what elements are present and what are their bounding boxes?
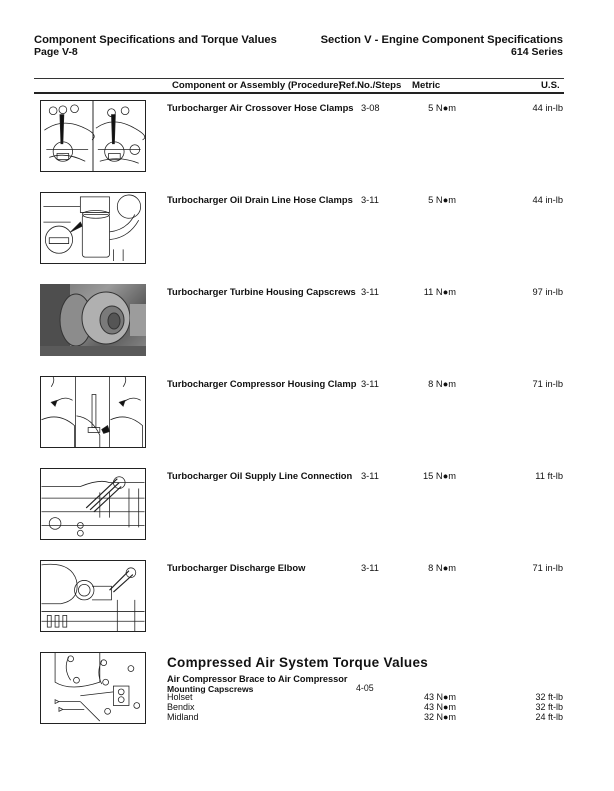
metric-value: 43 N●m bbox=[424, 692, 456, 702]
manufacturer-name: Bendix bbox=[167, 702, 195, 712]
ref-steps: 3-11 bbox=[361, 379, 379, 389]
air-compressor-brace-illustration bbox=[40, 652, 146, 724]
table-row bbox=[0, 372, 614, 464]
section-title: Section V - Engine Component Specifications bbox=[320, 34, 563, 46]
oil-supply-line-illustration bbox=[40, 468, 146, 540]
us-value: 32 ft-lb bbox=[535, 702, 563, 712]
ref-steps: 4-05 bbox=[356, 683, 374, 693]
metric-value: 32 N●m bbox=[424, 712, 456, 722]
us-value: 71 in-lb bbox=[532, 379, 563, 389]
metric-value: 8 N●m bbox=[428, 379, 456, 389]
table-row bbox=[0, 464, 614, 556]
component-name: Turbocharger Turbine Housing Capscrews bbox=[167, 286, 356, 297]
oil-drain-line-illustration bbox=[40, 192, 146, 264]
column-header-metric: Metric bbox=[412, 80, 441, 91]
page-header-right bbox=[321, 34, 563, 58]
table-row bbox=[0, 280, 614, 372]
ref-steps: 3-11 bbox=[361, 471, 379, 481]
torque-value-row bbox=[167, 712, 567, 722]
crossover-hose-clamps-illustration bbox=[40, 100, 146, 172]
us-value: 44 in-lb bbox=[532, 103, 563, 113]
us-value: 24 ft-lb bbox=[535, 712, 563, 722]
component-name: Turbocharger Oil Drain Line Hose Clamps bbox=[167, 194, 353, 205]
us-value: 44 in-lb bbox=[532, 195, 563, 205]
table-top-rule bbox=[34, 78, 564, 79]
ref-steps: 3-11 bbox=[361, 195, 379, 205]
table-row bbox=[0, 96, 614, 188]
metric-value: 5 N●m bbox=[428, 103, 456, 113]
manufacturer-name: Midland bbox=[167, 712, 199, 722]
metric-value: 15 N●m bbox=[423, 471, 456, 481]
item-line-1: Air Compressor Brace to Air Compressor bbox=[167, 674, 348, 684]
document-title: Component Specifications and Torque Values bbox=[34, 34, 277, 46]
us-value: 71 in-lb bbox=[532, 563, 563, 573]
metric-value: 5 N●m bbox=[428, 195, 456, 205]
metric-value: 43 N●m bbox=[424, 702, 456, 712]
compressed-air-section-title: Compressed Air System Torque Values bbox=[167, 655, 429, 670]
page-header-left bbox=[34, 34, 277, 58]
page-number: Page V-8 bbox=[34, 46, 78, 58]
table-row bbox=[0, 188, 614, 280]
component-name: Turbocharger Air Crossover Hose Clamps bbox=[167, 102, 354, 113]
discharge-elbow-illustration bbox=[40, 560, 146, 632]
manufacturer-name: Holset bbox=[167, 692, 193, 702]
ref-steps: 3-11 bbox=[361, 287, 379, 297]
turbine-housing-photo bbox=[40, 284, 146, 356]
us-value: 32 ft-lb bbox=[535, 692, 563, 702]
torque-value-row bbox=[167, 692, 567, 702]
series-label: 614 Series bbox=[511, 46, 563, 58]
column-header-component: Component or Assembly (Procedure) bbox=[172, 80, 342, 91]
us-value: 97 in-lb bbox=[532, 287, 563, 297]
air-compressor-brace-item bbox=[167, 674, 347, 694]
item-line-2: Mounting Capscrews bbox=[167, 684, 254, 694]
us-value: 11 ft-lb bbox=[535, 471, 563, 481]
compressor-housing-clamp-illustration bbox=[40, 376, 146, 448]
ref-steps: 3-08 bbox=[361, 103, 380, 113]
component-name: Turbocharger Discharge Elbow bbox=[167, 562, 306, 573]
table-row bbox=[0, 556, 614, 648]
column-header-ref: Ref.No./Steps bbox=[339, 80, 402, 91]
column-header-us: U.S. bbox=[541, 80, 560, 91]
metric-value: 8 N●m bbox=[428, 563, 456, 573]
table-header-rule bbox=[34, 92, 564, 94]
ref-steps: 3-11 bbox=[361, 563, 379, 573]
component-name: Turbocharger Compressor Housing Clamp bbox=[167, 378, 357, 389]
metric-value: 11 N●m bbox=[423, 287, 456, 297]
torque-value-row bbox=[167, 702, 567, 712]
component-name: Turbocharger Oil Supply Line Connection bbox=[167, 470, 353, 481]
